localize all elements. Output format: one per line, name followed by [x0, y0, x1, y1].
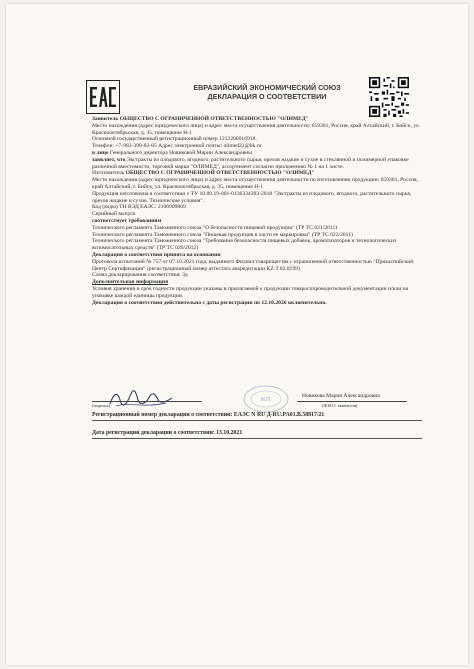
- declaration-sheet: [6, 4, 468, 665]
- declaration-statement: [92, 157, 422, 171]
- extra-info-text: Условия хранения и срок годности продукции указаны в прилагаемой к продукции товаросопроводительной документации и/или на упаковке каждой единицы продукции.: [92, 285, 409, 299]
- eac-logo-icon: [86, 80, 120, 114]
- document-header: [178, 83, 356, 101]
- stamp-text: М.П.: [260, 397, 272, 403]
- regulation-item: Технического регламента Таможенного союза "Требования безопасности пищевых добавок, ароматизаторов и технологических вспомогательных средств" (ТР ТС 029/2012): [92, 238, 397, 252]
- conforms-heading: соответствует требованиям: [92, 217, 162, 224]
- qr-code-icon[interactable]: [369, 77, 409, 117]
- signature-line: [92, 401, 202, 402]
- validity-text: Декларация о соответствии действительна с даты регистрации по 12.10.2026 включительно.: [92, 299, 327, 306]
- header-title: ДЕКЛАРАЦИЯ О СООТВЕТСТВИИ: [207, 92, 327, 101]
- regulation-item: Технического регламента Таможенного союза "Пищевая продукция в части ее маркировки" (ТР ТС 022/2011): [92, 231, 353, 238]
- registration-date: Дата регистрации декларации о соответствии: 13.10.2021: [92, 430, 422, 439]
- applicant-label: Заявитель: [92, 116, 119, 122]
- header-union: ЕВРАЗИЙСКИЙ ЭКОНОМИЧЕСКИЙ СОЮЗ: [193, 83, 341, 92]
- applicant-contacts: Телефон: +7-983-390-82-85 Адрес электронной почты: olimed22@bk.ru: [92, 143, 262, 150]
- stamp-icon: [242, 384, 290, 414]
- regulation-item: Технического регламента Таможенного союза "О безопасности пищевой продукции" (ТР ТС 021/2011): [92, 224, 338, 231]
- applicant-ogrn: Основной государственный регистрационный номер 1212200016918.: [92, 136, 257, 143]
- handwritten-signature-icon: [106, 388, 176, 410]
- extra-info-heading: Дополнительная информация: [92, 279, 169, 286]
- basis-text: Протокола испытаний № 757 от 07.10.2021 года, выданного Филиал товарищества с ограниченной ответственностью "Прикаспийский Центр Сертификации" (регистрационный номер аттестата аккредитации KZ.T.02.0199): [92, 258, 414, 272]
- applicant-name: ОБЩЕСТВО С ОГРАНИЧЕННОЙ ОТВЕТСТВЕННОСТЬЮ "ОЛИМЕД": [119, 116, 309, 122]
- registration-block: [92, 412, 422, 448]
- representative-name: Генерального директора Новиковой Марии Александровны: [109, 149, 252, 156]
- declaration-body: [92, 116, 422, 306]
- applicant-line: [92, 116, 422, 123]
- representative-prefix: в лице: [92, 149, 109, 156]
- signatory-name: Новикова Мария Александровна: [302, 393, 380, 399]
- manufacturer-label: Изготовитель: [92, 170, 125, 177]
- product-description: Экстракты из плодового, ягодного, растительного сырья, орехов жидкие и сухие в стеклянной и полимерной упаковке различной вместимости, торговой марки "ОЛИМЕД", ассортимент согласно приложению № 1 на 1 листе.: [92, 156, 409, 170]
- signature-block: [92, 390, 422, 412]
- registration-number: Регистрационный номер декларации о соответствии: ЕАЭС N RU Д-RU.PA01.B.58817/21: [92, 412, 422, 421]
- representative-line: [92, 150, 422, 157]
- name-line: [297, 401, 407, 402]
- tn-ved-code: Код (коды) ТН ВЭД ЕАЭС: 2106909809: [92, 204, 186, 211]
- scheme-text: Схема декларирования соответствия: 3д: [92, 272, 188, 279]
- signature-caption: (подпись): [92, 403, 111, 408]
- production-type: Серийный выпуск: [92, 211, 136, 218]
- declares-label: заявляет, что: [92, 156, 126, 163]
- applicant-address: Место нахождения (адрес юридического лица) и адрес места осуществления деятельности: 659301, Россия, край Алтайский, г. Бийск, ул. Краснооктябрьская, д. 35, помещение Н-1: [92, 122, 421, 136]
- basis-heading: Декларация о соответствии принята на основании: [92, 251, 221, 258]
- manufacturer-name: ОБЩЕСТВО С ОГРАНИЧЕННОЙ ОТВЕТСТВЕННОСТЬЮ "ОЛИМЕД": [125, 170, 315, 177]
- name-caption: (Ф.И.О. заявителя): [322, 403, 358, 408]
- product-spec: Продукция изготовлена в соответствии с ТУ 10.89.19-001-0136334393-2018 "Экстракты из плодового, ягодного, растительного сырья, орехов жидкие и сухие. Технические условия".: [92, 190, 412, 204]
- manufacturer-address: Место нахождения (адрес юридического лица) и адрес места осуществления деятельности по изготовлению продукции: 659301, Россия, край Алтайский, г. Бийск, ул. Краснооктябрьская, д. 35, помещение Н-1: [92, 177, 419, 190]
